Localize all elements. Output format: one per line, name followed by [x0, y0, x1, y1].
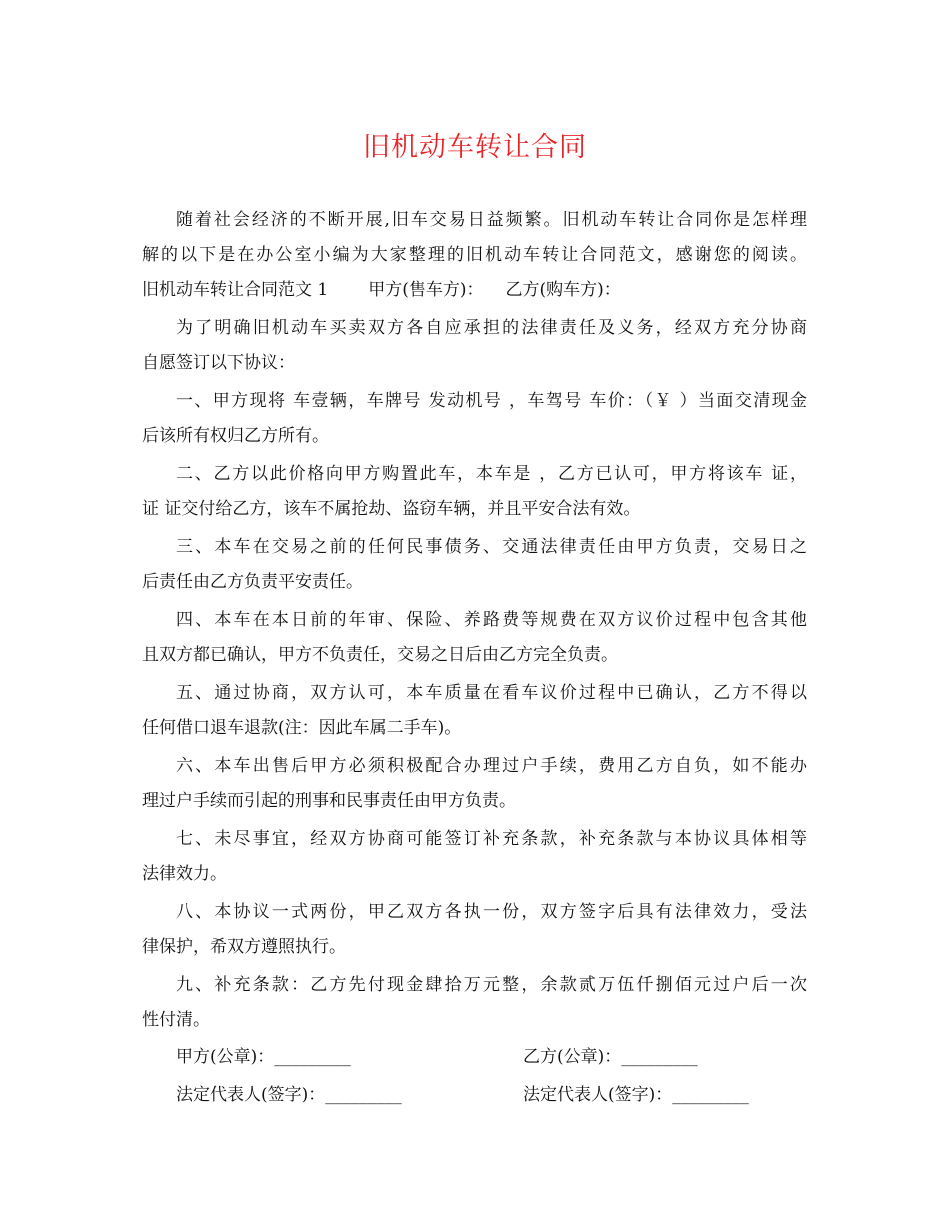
preamble-line-1: 为了明确旧机动车买卖双方各自应承担的法律责任及义务，经双方充分协商 — [176, 318, 807, 338]
party-a-seal: 甲方(公章)：_________ — [176, 1047, 351, 1067]
clause-5 — [142, 676, 807, 746]
document-body — [142, 203, 807, 1038]
clause-4 — [142, 603, 807, 673]
signature-block — [0, 1040, 950, 1113]
intro-paragraph — [142, 203, 807, 273]
sample-heading-row — [142, 273, 807, 308]
clause-2-line-1: 二、乙方以此价格向甲方购置此车，本车是 ，乙方已认可，甲方将该车 证， — [176, 464, 807, 484]
party-b-seal: 乙方(公章)：_________ — [523, 1047, 698, 1067]
clause-3-line-2: 后责任由乙方负责平安责任。 — [142, 572, 363, 592]
clause-6-line-1: 六、本车出售后甲方必须积极配合办理过户手续，费用乙方自负，如不能办 — [176, 756, 807, 776]
clause-7-line-1: 七、未尽事宜，经双方协商可能签订补充条款，补充条款与本协议具体相等 — [176, 829, 807, 849]
clause-9-line-2: 性付清。 — [142, 1010, 210, 1030]
seal-row — [0, 1040, 950, 1075]
intro-line-1: 随着社会经济的不断开展,旧车交易日益频繁。旧机动车转让合同你是怎样理 — [176, 210, 807, 230]
clause-1 — [142, 384, 807, 454]
clause-7 — [142, 822, 807, 892]
clause-4-line-2: 且双方都已确认，甲方不负责任，交易之日后由乙方完全负责。 — [142, 645, 618, 665]
clause-2 — [142, 457, 807, 527]
clause-9 — [142, 968, 807, 1038]
party-b-label: 乙方(购车方)： — [505, 280, 621, 300]
intro-line-2: 解的以下是在办公室小编为大家整理的旧机动车转让合同范文，感谢您的阅读。 — [142, 245, 807, 265]
party-a-representative: 法定代表人(签字)：_________ — [176, 1085, 402, 1105]
clause-5-line-2: 任何借口退车退款(注：因此车属二手车)。 — [142, 718, 462, 738]
sample-title: 旧机动车转让合同范文 1 — [142, 280, 329, 300]
party-a-label: 甲方(售车方)： — [368, 280, 484, 300]
clause-1-line-1: 一、甲方现将 车壹辆，车牌号 发动机号 ，车驾号 车价：（￥ ）当面交清现金 — [176, 391, 807, 411]
clause-6 — [142, 749, 807, 819]
preamble-line-2: 自愿签订以下协议： — [142, 353, 295, 373]
clause-8 — [142, 895, 807, 965]
clause-5-line-1: 五、通过协商，双方认可，本车质量在看车议价过程中已确认，乙方不得以 — [176, 683, 807, 703]
representative-row — [0, 1078, 950, 1113]
clause-8-line-2: 律保护，希双方遵照执行。 — [142, 937, 346, 957]
clause-3-line-1: 三、本车在交易之前的任何民事债务、交通法律责任由甲方负责，交易日之 — [176, 537, 807, 557]
clause-9-line-1: 九、补充条款：乙方先付现金肆拾万元整，余款贰万伍仟捌佰元过户后一次 — [176, 975, 807, 995]
party-b-representative: 法定代表人(签字)：_________ — [523, 1085, 749, 1105]
preamble-paragraph — [142, 311, 807, 381]
document-title: 旧机动车转让合同 — [363, 132, 587, 163]
clause-2-line-2: 证 证交付给乙方，该车不属抢劫、盗窃车辆，并且平安合法有效。 — [142, 499, 641, 519]
clause-7-line-2: 法律效力。 — [142, 864, 227, 884]
clause-6-line-2: 理过户手续而引起的刑事和民事责任由甲方负责。 — [142, 791, 516, 811]
clause-8-line-1: 八、本协议一式两份，甲乙双方各执一份，双方签字后具有法律效力，受法 — [176, 902, 807, 922]
clause-4-line-1: 四、本车在本日前的年审、保险、养路费等规费在双方议价过程中包含其他 — [176, 610, 807, 630]
clause-3 — [142, 530, 807, 600]
clause-1-line-2: 后该所有权归乙方所有。 — [142, 426, 329, 446]
